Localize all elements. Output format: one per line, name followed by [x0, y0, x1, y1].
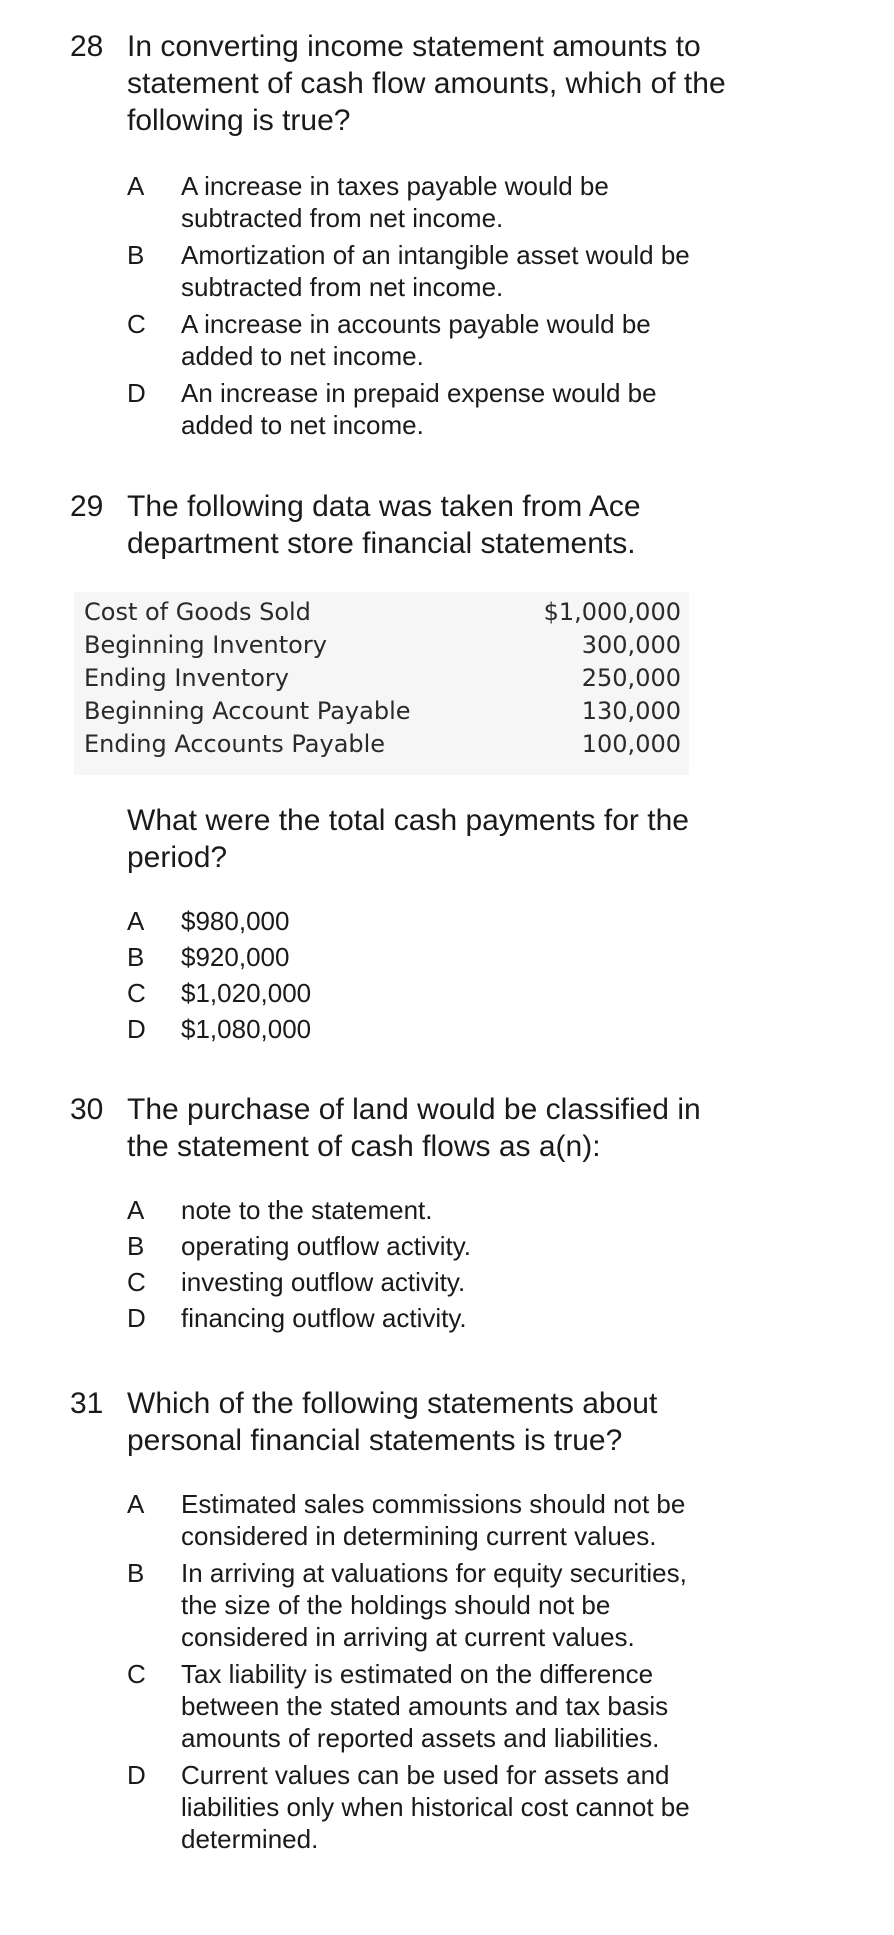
option-text: Estimated sales commissions should not be considered in determining current values.: [181, 1489, 686, 1551]
option-a[interactable]: [127, 170, 810, 234]
sub-question-text: What were the total cash payments for the period?: [127, 804, 689, 874]
row-label: Ending Accounts Payable: [84, 730, 386, 758]
table-row: [74, 695, 689, 728]
question-28-options: [127, 170, 810, 441]
question-30: [70, 1091, 810, 1336]
question-28-header: [70, 28, 810, 139]
option-b[interactable]: [127, 239, 810, 303]
option-b[interactable]: [127, 939, 810, 975]
financial-data-table: [74, 592, 689, 775]
option-c[interactable]: [127, 1658, 810, 1754]
option-a[interactable]: [127, 903, 810, 939]
question-text: In converting income statement amounts to statement of cash flow amounts, which of the following is true?: [127, 30, 726, 137]
option-text: In arriving at valuations for equity securities, the size of the holdings should not be considered in arriving at current values.: [181, 1558, 687, 1652]
option-letter: A: [127, 906, 145, 936]
option-letter: D: [127, 1760, 146, 1790]
option-letter: B: [127, 240, 145, 270]
row-value: 100,000: [581, 730, 681, 758]
option-letter: A: [127, 171, 145, 201]
option-text: A increase in accounts payable would be added to net income.: [181, 309, 651, 371]
question-number: 30: [70, 1093, 104, 1126]
option-text: $980,000: [181, 906, 290, 936]
row-value: $1,000,000: [543, 598, 681, 626]
option-text: Amortization of an intangible asset would be subtracted from net income.: [181, 240, 690, 302]
table-row: [74, 629, 689, 662]
question-28: [70, 28, 810, 446]
option-text: $1,080,000: [181, 1014, 312, 1044]
option-letter: B: [127, 1231, 145, 1261]
row-label: Beginning Inventory: [84, 631, 327, 659]
option-letter: A: [127, 1195, 145, 1225]
option-a[interactable]: [127, 1488, 810, 1552]
option-c[interactable]: [127, 975, 810, 1011]
question-31: [70, 1385, 810, 1860]
question-29: [70, 488, 810, 562]
option-text: An increase in prepaid expense would be added to net income.: [181, 378, 657, 440]
row-value: 130,000: [581, 697, 681, 725]
option-text: operating outflow activity.: [181, 1231, 471, 1261]
option-letter: C: [127, 309, 146, 339]
question-29-header: [70, 488, 810, 562]
option-letter: C: [127, 1659, 146, 1689]
question-text: Which of the following statements about personal financial statements is true?: [127, 1387, 658, 1457]
option-letter: B: [127, 1558, 145, 1588]
option-b[interactable]: [127, 1228, 810, 1264]
option-c[interactable]: [127, 308, 810, 372]
option-text: Current values can be used for assets and liabilities only when historical cost cannot be determined.: [181, 1760, 690, 1854]
option-b[interactable]: [127, 1557, 810, 1653]
question-31-options: [127, 1488, 810, 1855]
question-number: 28: [70, 30, 104, 63]
question-text: The purchase of land would be classified in the statement of cash flows as a(n):: [127, 1093, 701, 1163]
option-d[interactable]: [127, 377, 810, 441]
question-31-header: [70, 1385, 810, 1459]
option-text: $1,020,000: [181, 978, 312, 1008]
option-text: Tax liability is estimated on the difference between the stated amounts and tax basis amounts of reported assets and liabilities.: [181, 1659, 669, 1753]
question-30-header: [70, 1091, 810, 1165]
table-row: [74, 596, 689, 629]
option-text: investing outflow activity.: [181, 1267, 466, 1297]
option-letter: C: [127, 1267, 146, 1297]
option-d[interactable]: [127, 1759, 810, 1855]
table-row: [74, 662, 689, 695]
table-row: [74, 728, 689, 761]
option-letter: D: [127, 378, 146, 408]
question-29-answers: [70, 903, 810, 1047]
option-letter: D: [127, 1303, 146, 1333]
option-text: A increase in taxes payable would be subtracted from net income.: [181, 171, 609, 233]
option-d[interactable]: [127, 1011, 810, 1047]
question-text: The following data was taken from Ace department store financial statements.: [127, 490, 641, 560]
option-letter: C: [127, 978, 146, 1008]
option-text: $920,000: [181, 942, 290, 972]
question-number: 29: [70, 490, 104, 523]
option-letter: B: [127, 942, 145, 972]
question-number: 31: [70, 1387, 104, 1420]
row-value: 300,000: [581, 631, 681, 659]
option-a[interactable]: [127, 1192, 810, 1228]
row-value: 250,000: [581, 664, 681, 692]
option-letter: D: [127, 1014, 146, 1044]
option-d[interactable]: [127, 1300, 810, 1336]
option-text: financing outflow activity.: [181, 1303, 467, 1333]
option-text: note to the statement.: [181, 1195, 433, 1225]
option-letter: A: [127, 1489, 145, 1519]
row-label: Beginning Account Payable: [84, 697, 411, 725]
row-label: Ending Inventory: [84, 664, 289, 692]
question-30-options: [127, 1192, 810, 1336]
row-label: Cost of Goods Sold: [84, 598, 311, 626]
question-29-options: [127, 903, 810, 1047]
option-c[interactable]: [127, 1264, 810, 1300]
